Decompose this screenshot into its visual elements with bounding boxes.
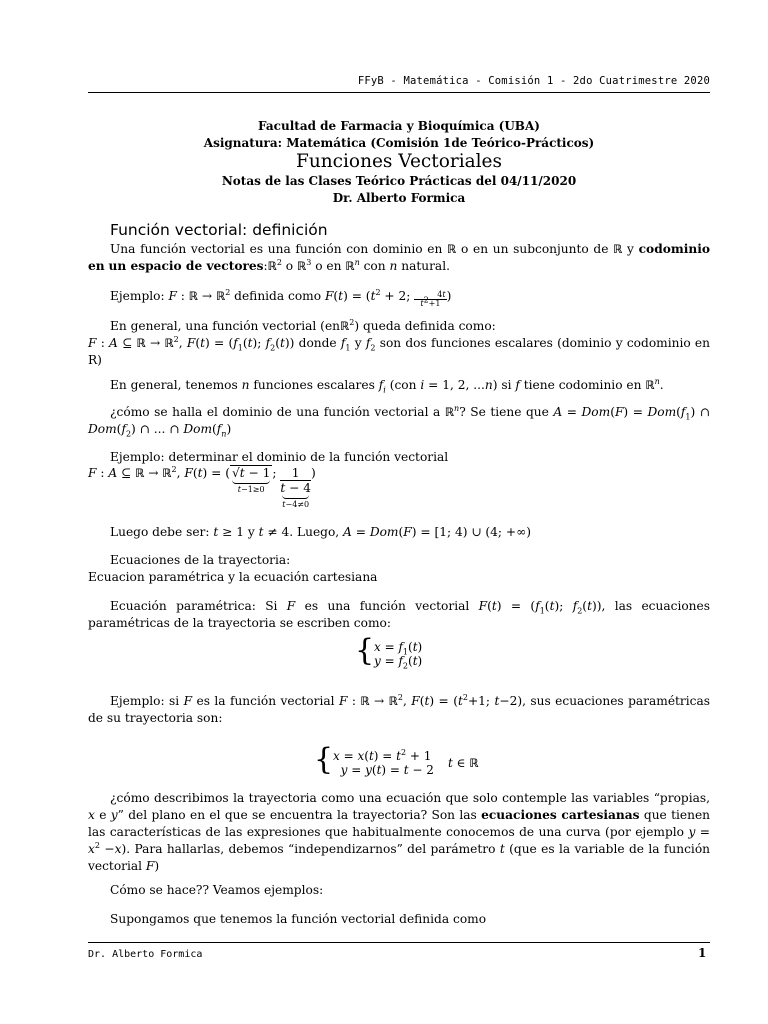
parametric-system-example: $x = x(t) = t^2 + 1$ y = y(t) = t − 2 bbox=[333, 748, 434, 777]
paragraph-general-definition: En general, una función vectorial (enℝ$^2$) queda definida como: F : A ⊆ ℝ → ℝ$^2$, $F(t) = (f_1(t)$; $f_2(t)$) donde $f_1$ y $f_2$ son dos funciones escalares (dominio y codominio en R) bbox=[88, 317, 710, 367]
header-rule bbox=[88, 92, 710, 93]
title-block bbox=[88, 118, 710, 206]
footer-author: Dr. Alberto Formica bbox=[88, 949, 203, 960]
paragraph-example-1: Ejemplo: F : ℝ → ℝ$^2$ definida como $F(t) = (t^2 + 2$; $\frac{4t}{t^2+1}$) bbox=[110, 287, 452, 308]
footer-rule bbox=[88, 942, 710, 943]
paragraph-cartesian: ¿cómo describimos la trayectoria como una ecuación que solo contemple las variables “propias, x e y” del plano en el que se encuentra la trayectoria? Son las ecuaciones cartesianas que tienen las características de las expresiones que habitualmente conocemos de una curva (por ejemplo $y = x^2 -x$). Para hallarlas, debemos “independizarnos” del parámetro t (que es la variable de la función vectorial F) bbox=[88, 791, 711, 873]
paragraph-parametric-example: Ejemplo: si F es la función vectorial F : ℝ → ℝ$^2$, $F(t) = (t^2+1$; t−2), sus ecuaciones paramétricas de su trayectoria son: bbox=[88, 692, 711, 725]
paragraph-parametric: Ecuación paramétrica: Si F es una función vectorial $F(t) = (f_1(t)$; $f_2(t)$), las ecuaciones paramétricas de la trayectoria se escriben como: bbox=[88, 599, 711, 630]
page-number: 1 bbox=[698, 946, 707, 960]
faculty-line: Facultad de Farmacia y Bioquímica (UBA) bbox=[258, 119, 540, 133]
author-line: Dr. Alberto Formica bbox=[332, 190, 466, 205]
running-head: FFyB - Matemática - Comisión 1 - 2do Cuatrimestre 2020 bbox=[357, 75, 710, 87]
paragraph-how-to: Cómo se hace?? Veamos ejemplos: bbox=[110, 883, 324, 897]
paragraph-trajectory-equations: Ecuaciones de la trayectoria: Ecuacion paramétrica y la ecuación cartesiana bbox=[88, 553, 378, 584]
left-brace-2: { bbox=[314, 742, 334, 777]
notes-line: Notas de las Clases Teórico Prácticas del 04/11/2020 bbox=[221, 174, 577, 188]
subject-line: Asignatura: Matemática (Comisión 1de Teórico-Prácticos) bbox=[203, 135, 595, 150]
paragraph-domain-example: Ejemplo: determinar el dominio de la función vectorial bbox=[110, 450, 449, 464]
left-brace-1: { bbox=[355, 633, 375, 668]
paragraph-domain-result: Luego debe ser: t ≥ 1 y t ≠ 4. Luego, A = Dom(F) = [1; 4) ∪ (4; +∞) bbox=[110, 525, 532, 539]
parametric-system-general: $x = f_1(t)$ $y = f_2(t)$ bbox=[374, 640, 423, 671]
paragraph-suppose: Supongamos que tenemos la función vectorial definida como bbox=[110, 912, 487, 926]
parameter-domain: t ∈ ℝ bbox=[448, 756, 479, 770]
document-title: Funciones Vectoriales bbox=[295, 151, 502, 172]
paragraph-definition: Una función vectorial es una función con dominio en ℝ o en un subconjunto de ℝ y codominio en un espacio de vectores:ℝ$^2$ o ℝ$^3$ o en ℝ$^n$ con n natural. bbox=[88, 242, 710, 273]
section-heading: Función vectorial: definición bbox=[110, 221, 328, 239]
domain-example-formula: F : A ⊆ ℝ → ℝ$^2$, F(t) = ( √t − 1 t−1≥0 ; $\frac{1}{t - 4}$ t−4≠0 ) bbox=[88, 464, 316, 509]
paragraph-domain-question: ¿cómo se halla el dominio de una función vectorial a ℝ$^n$? Se tiene que $A = Dom(F) = Dom(f_1)$ ∩ $Dom(f_2)$ ∩ ... ∩ $Dom(f_n)$ bbox=[88, 403, 711, 439]
paragraph-n-functions: En general, tenemos n funciones escalares $f_i$ (con i = 1, 2, ...n) si f tiene codominio en ℝ$^n$. bbox=[110, 376, 664, 395]
